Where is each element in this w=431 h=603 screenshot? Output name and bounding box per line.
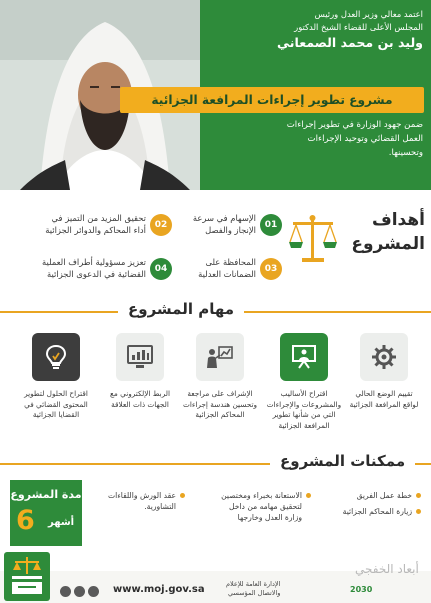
enablers-section-title: ممكنات المشروع (270, 452, 415, 470)
task-icon-tile (280, 333, 328, 381)
goal-text-line: المحافظة على (205, 257, 256, 267)
effort-line: العمل القضائي وتوحيد الإجراءات (307, 134, 423, 144)
enabler-text: خطة عمل الفريق (356, 491, 412, 500)
goal-item (12, 210, 172, 242)
social-media-icon[interactable] (74, 586, 85, 597)
task-description (346, 389, 422, 410)
task-item (346, 333, 422, 410)
chart-board-icon (206, 344, 234, 370)
duration-label: مدة المشروع (10, 488, 82, 501)
enabler-text: عقد الورش واللقاءات (107, 491, 176, 500)
goal-item (12, 254, 172, 286)
presentation-icon (290, 344, 318, 370)
task-line: المحتوى القضائي في (24, 399, 88, 409)
goal-number-badge: 04 (150, 258, 172, 280)
effort-line: وتحسينها. (388, 148, 423, 158)
bullet-dot (180, 493, 185, 498)
task-description (18, 389, 94, 421)
task-item (266, 333, 342, 431)
lightbulb-icon (43, 343, 69, 371)
goals-heading (280, 204, 425, 274)
enablers-column (90, 490, 185, 512)
task-description (102, 389, 178, 410)
enabler-text: الاستعانة بخبراء ومختصين (221, 491, 302, 500)
task-line: التي من شأنها تطوير (272, 410, 336, 419)
task-description (182, 389, 258, 421)
tasks-section-title: مهام المشروع (118, 300, 244, 318)
ministry-emblem-logo (2, 548, 52, 603)
department-line: والاتصال المؤسسي (227, 589, 281, 597)
task-description (266, 389, 342, 431)
goal-text-line: الضمانات العدلية (198, 269, 256, 279)
enablers-column (321, 490, 421, 522)
enabler-item (321, 506, 421, 517)
intro-line: اعتمد معالي وزير العدل ورئيس (314, 9, 423, 19)
goal-text-line: تعزيز مسؤولية أطراف العملية (41, 257, 146, 267)
project-title-banner: مشروع تطوير إجراءات المرافعة الجزائية (120, 87, 424, 113)
enabler-text: التشاورية. (144, 502, 176, 511)
task-line: الربط الإلكتروني مع (110, 389, 170, 398)
duration-value: 6 (16, 505, 35, 536)
enabler-item (90, 490, 185, 512)
goal-text (198, 256, 256, 280)
task-line: وتحسين هندسة إجراءات (183, 399, 257, 409)
goal-number-badge: 02 (150, 214, 172, 236)
task-item (182, 333, 258, 421)
department-name (226, 580, 280, 598)
task-line: اقتراح الأساليب (280, 389, 328, 398)
task-icon-tile (32, 333, 80, 381)
goal-number-badge: 03 (260, 258, 282, 280)
bullet-dot (416, 509, 421, 514)
enabler-text: زيارة المحاكم الجزائية (342, 507, 412, 516)
minister-name: وليد بن محمد الصمعاني (277, 35, 423, 50)
goal-text (193, 212, 256, 236)
goal-item (160, 210, 282, 242)
goals-section (0, 198, 431, 290)
task-icon-tile (116, 333, 164, 381)
goal-text (45, 212, 146, 236)
task-icon-tile (196, 333, 244, 381)
effort-line: ضمن جهود الوزارة في تطوير إجراءات (286, 120, 423, 130)
duration-box (10, 480, 82, 546)
goal-item (160, 254, 282, 286)
task-line: الجهات ذات العلاقة (111, 399, 169, 409)
task-line: المحاكم الجزائية (195, 410, 245, 419)
scales-of-justice-icon (288, 212, 338, 266)
enabler-text: لتحقيق مهامه من داخل (228, 502, 302, 511)
task-line: الإشراف على مراجعة (187, 389, 253, 398)
department-line: الإدارة العامة للإعلام (226, 580, 281, 588)
goal-text-line: القضائية في الدعوى الجزائية (47, 269, 146, 279)
enabler-item (321, 490, 421, 501)
goals-title: أهداف (371, 210, 425, 230)
task-icon-tile (360, 333, 408, 381)
website-link[interactable]: www.moj.gov.sa (113, 584, 205, 595)
header-panel (0, 0, 431, 190)
task-line: والمشروعات والإجراءات (266, 399, 342, 409)
enabler-text: وزارة العدل وخارجها (237, 513, 302, 522)
vision-2030-logo: 2030 (350, 585, 373, 594)
intro-line: المجلس الأعلى للقضاء الشيخ الدكتور (294, 22, 423, 32)
watermark-text: أبعاد الخفجي (355, 562, 419, 576)
gear-icon (371, 344, 397, 370)
task-line: تقييم الوضع الحالي (355, 389, 413, 398)
goal-text-line: الإسهام في سرعة (192, 213, 256, 223)
social-media-icon[interactable] (60, 586, 71, 597)
effort-description (211, 118, 423, 160)
task-line: المرافعة الجزائية (278, 420, 330, 430)
bullet-dot (416, 493, 421, 498)
goal-text-line: الإنجاز والفصل (205, 225, 256, 235)
task-line: القضايا الجزائية (32, 410, 80, 419)
enabler-item (193, 490, 311, 523)
task-item (102, 333, 178, 410)
social-media-icon[interactable] (88, 586, 99, 597)
task-item (18, 333, 94, 421)
monitor-chart-icon (126, 344, 154, 370)
goal-text-line: تحقيق المزيد من التميز في (51, 213, 146, 223)
bullet-dot (306, 493, 311, 498)
task-line: لواقع المرافعة الجزائية (349, 399, 419, 409)
goals-title: المشروع (351, 234, 425, 254)
announcement-text (211, 8, 423, 52)
goal-text-line: أداء المحاكم والدوائر الجزائية (45, 225, 146, 235)
goal-number-badge: 01 (260, 214, 282, 236)
goal-text (42, 256, 146, 280)
enablers-column (193, 490, 311, 523)
duration-unit: أشهر (48, 517, 75, 528)
task-line: اقتراح الحلول لتطوير (24, 389, 88, 398)
